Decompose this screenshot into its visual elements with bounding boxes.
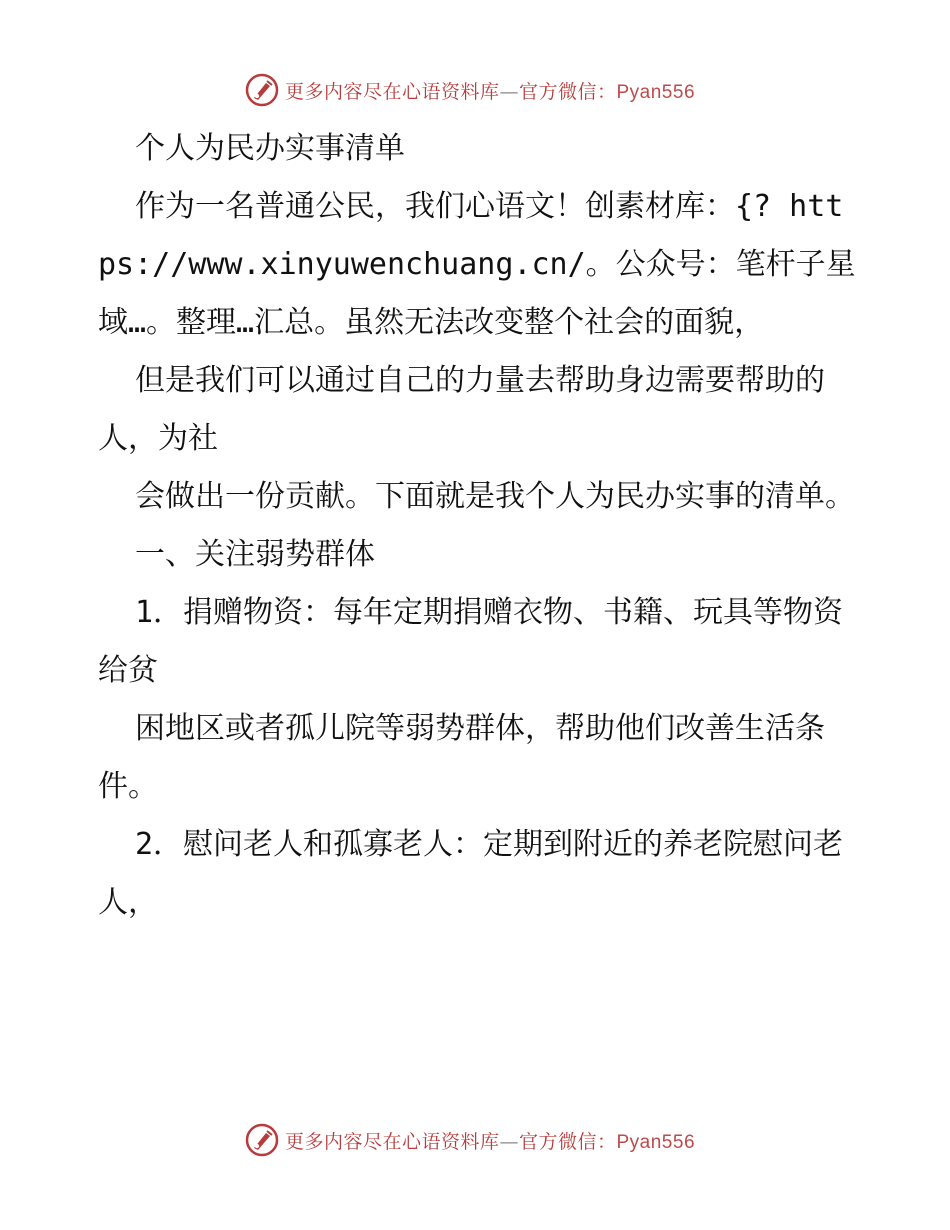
- header-site-text: 更多内容尽在心语资料库: [284, 80, 500, 103]
- paragraph-6: 2．慰问老人和孤寡老人：定期到附近的养老院慰问老人，: [98, 827, 844, 920]
- section-heading-1: 一、关注弱势群体: [135, 537, 375, 572]
- paragraph-3: 会做出一份贡献。下面就是我个人为民办实事的清单。: [135, 479, 855, 514]
- header-banner: [0, 70, 950, 110]
- paragraph-1: 作为一名普通公民，我们心语文！创素材库：{? https://www.xinyuwenchuang.cn/。公众号：笔杆子星域…。整理…汇总。虽然无法改变整个社会的面貌，: [98, 189, 856, 340]
- footer-wechat-label: 官方微信：: [518, 1130, 617, 1153]
- footer-banner-inner: [245, 1123, 695, 1157]
- footer-banner-text: [285, 1127, 695, 1154]
- paragraph-4: 1．捐赠物资：每年定期捐赠衣物、书籍、玩具等物资给贫: [98, 595, 844, 688]
- header-banner-inner: [245, 73, 695, 107]
- header-wechat-id: Pyan556: [616, 81, 696, 103]
- paragraph-5: 困地区或者孤儿院等弱势群体，帮助他们改善生活条件。: [98, 711, 825, 804]
- document-title: 个人为民办实事清单: [135, 131, 405, 166]
- footer-site-text: 更多内容尽在心语资料库: [284, 1130, 500, 1153]
- header-wechat-label: 官方微信：: [518, 80, 617, 103]
- paragraph-2: 但是我们可以通过自己的力量去帮助身边需要帮助的人，为社: [98, 363, 825, 456]
- document-body: [98, 120, 858, 932]
- header-banner-text: [285, 77, 695, 104]
- footer-dash: —: [499, 1130, 519, 1153]
- footer-wechat-id: Pyan556: [616, 1131, 696, 1153]
- footer-banner: [0, 1120, 950, 1160]
- header-dash: —: [499, 80, 519, 103]
- pen-nib-logo-icon: [245, 1123, 279, 1157]
- pen-nib-logo-icon: [245, 73, 279, 107]
